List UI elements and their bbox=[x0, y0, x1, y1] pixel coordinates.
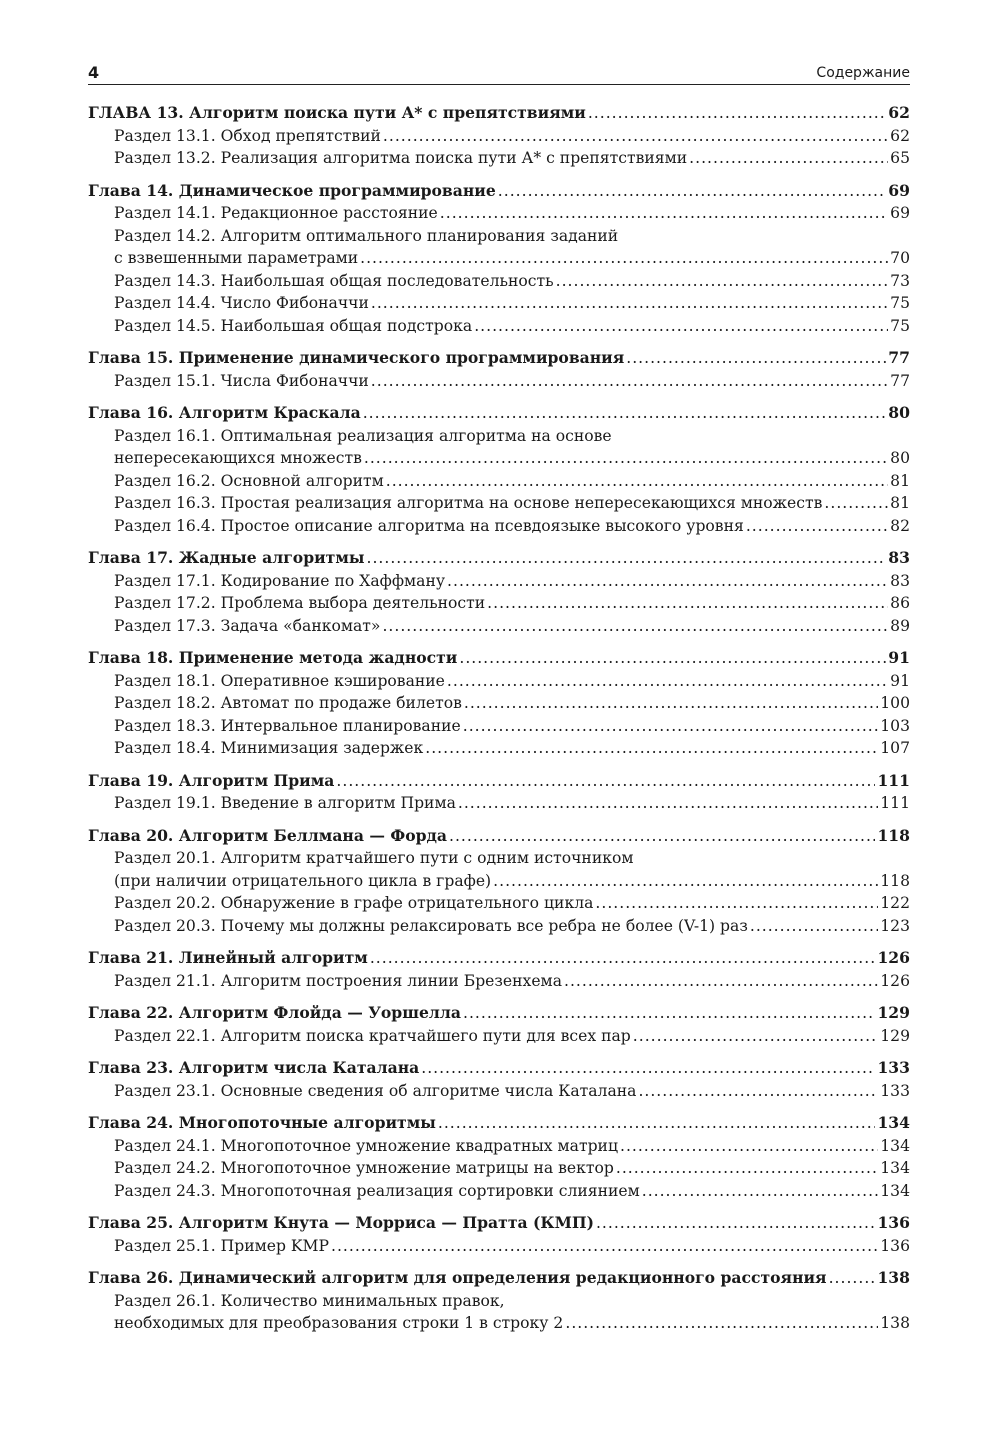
section-title-text: Раздел 24.2. Многопоточное умножение матрицы на вектор bbox=[114, 1159, 614, 1177]
leader-dots bbox=[367, 547, 887, 570]
section-title bbox=[88, 592, 910, 615]
section-title bbox=[88, 202, 910, 225]
page-ref: 134 bbox=[880, 1159, 910, 1177]
page-ref: 126 bbox=[880, 971, 910, 990]
section-title bbox=[88, 370, 910, 393]
leader-dots bbox=[421, 1057, 875, 1080]
toc-chapter bbox=[88, 1057, 910, 1102]
section-title-text: Раздел 17.3. Задача «банкомат» bbox=[114, 616, 381, 635]
page-ref: 134 bbox=[880, 1181, 910, 1200]
toc-chapter bbox=[88, 547, 910, 637]
section-title bbox=[88, 915, 910, 938]
leader-dots bbox=[829, 1267, 876, 1290]
section-title-text: Раздел 14.3. Наибольшая общая последовательность bbox=[114, 271, 554, 290]
page-ref: 118 bbox=[877, 825, 910, 845]
page-ref: 118 bbox=[880, 871, 910, 890]
page-ref: 107 bbox=[880, 739, 910, 757]
section-title-text: (при наличии отрицательного цикла в графе) bbox=[114, 871, 492, 890]
page-ref: 89 bbox=[890, 616, 910, 635]
section-title bbox=[88, 615, 910, 638]
chapter-title-text: Глава 17. Жадные алгоритмы bbox=[88, 548, 365, 567]
chapter-title bbox=[88, 770, 910, 793]
section-title-text: Раздел 14.4. Число Фибоначчи bbox=[114, 294, 369, 312]
leader-dots bbox=[425, 737, 878, 760]
page-ref: 80 bbox=[888, 403, 910, 422]
leader-dots bbox=[464, 692, 878, 715]
section-title bbox=[88, 892, 910, 915]
chapter-title-text: Глава 21. Линейный алгоритм bbox=[88, 948, 368, 967]
section-title-line: Раздел 16.1. Оптимальная реализация алгоритма на основе bbox=[114, 426, 612, 445]
page-ref: 133 bbox=[877, 1058, 910, 1077]
section-title bbox=[88, 570, 910, 593]
page-number: 4 bbox=[88, 63, 100, 82]
page-ref: 129 bbox=[880, 1026, 910, 1045]
section-title-line: Раздел 26.1. Количество минимальных правок, bbox=[114, 1291, 505, 1310]
leader-dots bbox=[447, 570, 888, 593]
page-ref: 77 bbox=[888, 348, 910, 367]
page-ref: 69 bbox=[890, 204, 910, 222]
section-title-text: Раздел 25.1. Пример KMP bbox=[114, 1236, 330, 1255]
section-title-text: Раздел 13.2. Реализация алгоритма поиска пути А* с препятствиями bbox=[114, 149, 688, 167]
leader-dots bbox=[588, 102, 886, 125]
leader-dots bbox=[498, 180, 887, 203]
toc-chapter bbox=[88, 947, 910, 992]
section-title-text: Раздел 13.1. Обход препятствий bbox=[114, 126, 381, 145]
section-title bbox=[88, 970, 910, 993]
leader-dots bbox=[556, 270, 889, 293]
leader-dots bbox=[564, 970, 878, 993]
page-ref: 136 bbox=[880, 1236, 910, 1255]
page-ref: 134 bbox=[877, 1113, 910, 1132]
leader-dots bbox=[824, 492, 888, 515]
leader-dots bbox=[383, 125, 888, 148]
toc-chapter bbox=[88, 770, 910, 815]
leader-dots bbox=[449, 825, 875, 848]
leader-dots bbox=[620, 1135, 878, 1158]
leader-dots bbox=[370, 947, 876, 970]
page-ref: 122 bbox=[880, 894, 910, 912]
section-title-text: Раздел 17.1. Кодирование по Хаффману bbox=[114, 571, 446, 590]
section-title-text: Раздел 14.1. Редакционное расстояние bbox=[114, 204, 438, 222]
section-title bbox=[88, 125, 910, 148]
section-title-text: Раздел 18.2. Автомат по продаже билетов bbox=[114, 694, 462, 712]
page-ref: 123 bbox=[880, 916, 910, 935]
toc-chapter bbox=[88, 347, 910, 392]
page-ref: 111 bbox=[880, 794, 910, 812]
section-title-text: Раздел 18.1. Оперативное кэширование bbox=[114, 671, 445, 690]
leader-dots bbox=[493, 870, 878, 893]
chapter-title-text: Глава 23. Алгоритм числа Каталана bbox=[88, 1058, 420, 1077]
leader-dots bbox=[750, 915, 878, 938]
section-title-text: Раздел 20.3. Почему мы должны релаксировать все ребра не более (V-1) раз bbox=[114, 916, 748, 935]
running-title: Содержание bbox=[816, 65, 910, 81]
chapter-title-text: Глава 25. Алгоритм Кнута — Морриса — Пратта (КМП) bbox=[88, 1213, 594, 1232]
leader-dots bbox=[447, 670, 888, 693]
chapter-title bbox=[88, 1002, 910, 1025]
page-ref: 62 bbox=[890, 126, 910, 145]
leader-dots bbox=[596, 1212, 875, 1235]
section-title bbox=[88, 147, 910, 170]
page-ref: 100 bbox=[880, 694, 910, 712]
section-title bbox=[88, 470, 910, 493]
page-ref: 91 bbox=[888, 648, 910, 667]
page-ref: 86 bbox=[890, 594, 910, 612]
section-title bbox=[88, 715, 910, 738]
page-ref: 69 bbox=[888, 180, 910, 200]
chapter-title-text: Глава 24. Многопоточные алгоритмы bbox=[88, 1113, 436, 1132]
section-title bbox=[88, 292, 910, 315]
leader-dots bbox=[336, 770, 875, 793]
page-ref: 62 bbox=[888, 103, 910, 122]
leader-dots bbox=[458, 792, 878, 815]
page-header bbox=[88, 62, 910, 85]
page-ref: 138 bbox=[877, 1268, 910, 1287]
section-title-text: Раздел 24.1. Многопоточное умножение квадратных матриц bbox=[114, 1136, 618, 1155]
chapter-title bbox=[88, 1112, 910, 1135]
leader-dots bbox=[364, 447, 888, 470]
toc-chapter bbox=[88, 825, 910, 938]
section-title-text: Раздел 15.1. Числа Фибоначчи bbox=[114, 371, 369, 390]
toc-chapter bbox=[88, 647, 910, 760]
leader-dots bbox=[360, 247, 888, 270]
page-ref: 134 bbox=[880, 1136, 910, 1155]
section-title bbox=[88, 492, 910, 515]
page-ref: 83 bbox=[888, 548, 910, 567]
section-title bbox=[88, 515, 910, 538]
section-title-line: Раздел 14.2. Алгоритм оптимального планирования заданий bbox=[114, 226, 619, 245]
leader-dots bbox=[382, 615, 888, 638]
toc-chapter bbox=[88, 1112, 910, 1202]
section-title bbox=[88, 1080, 910, 1103]
section-title bbox=[88, 737, 910, 760]
page-ref: 83 bbox=[890, 571, 910, 590]
chapter-title bbox=[88, 547, 910, 570]
chapter-title bbox=[88, 347, 910, 370]
chapter-title bbox=[88, 1057, 910, 1080]
leader-dots bbox=[638, 1080, 878, 1103]
section-title bbox=[88, 315, 910, 338]
section-title-text: Раздел 16.4. Простое описание алгоритма на псевдоязыке высокого уровня bbox=[114, 516, 744, 535]
page-ref: 75 bbox=[890, 294, 910, 312]
leader-dots bbox=[386, 470, 888, 493]
section-title bbox=[88, 270, 910, 293]
section-title-line: Раздел 20.1. Алгоритм кратчайшего пути с одним источником bbox=[114, 849, 634, 867]
leader-dots bbox=[595, 892, 878, 915]
page-ref: 136 bbox=[877, 1213, 910, 1232]
page-ref: 80 bbox=[890, 449, 910, 467]
leader-dots bbox=[440, 202, 888, 225]
toc-chapter bbox=[88, 1212, 910, 1257]
page-ref: 75 bbox=[890, 316, 910, 335]
section-title-text: Раздел 22.1. Алгоритм поиска кратчайшего пути для всех пар bbox=[114, 1026, 631, 1045]
leader-dots bbox=[626, 347, 886, 370]
section-title-text: Раздел 21.1. Алгоритм построения линии Брезенхема bbox=[114, 971, 562, 990]
section-title-text: Раздел 20.2. Обнаружение в графе отрицательного цикла bbox=[114, 894, 594, 912]
section-title-text: Раздел 17.2. Проблема выбора деятельности bbox=[114, 594, 486, 612]
page-ref: 129 bbox=[877, 1003, 910, 1022]
section-title-text: Раздел 14.5. Наибольшая общая подстрока bbox=[114, 316, 473, 335]
section-title-text: Раздел 19.1. Введение в алгоритм Прима bbox=[114, 794, 456, 812]
chapter-title-text: Глава 20. Алгоритм Беллмана — Форда bbox=[88, 825, 447, 845]
chapter-title-text: Глава 18. Применение метода жадности bbox=[88, 648, 458, 667]
page-ref: 70 bbox=[890, 249, 910, 267]
section-title bbox=[88, 1135, 910, 1158]
chapter-title bbox=[88, 1212, 910, 1235]
leader-dots bbox=[438, 1112, 876, 1135]
leader-dots bbox=[565, 1312, 878, 1335]
chapter-title-text: Глава 26. Динамический алгоритм для определения редакционного расстояния bbox=[88, 1268, 827, 1287]
leader-dots bbox=[616, 1157, 878, 1180]
section-title bbox=[88, 1312, 910, 1335]
leader-dots bbox=[633, 1025, 878, 1048]
toc-chapter bbox=[88, 1002, 910, 1047]
chapter-title-text: Глава 19. Алгоритм Прима bbox=[88, 770, 335, 790]
leader-dots bbox=[463, 715, 879, 738]
page-ref: 111 bbox=[877, 770, 910, 790]
leader-dots bbox=[363, 402, 887, 425]
chapter-title bbox=[88, 102, 910, 125]
section-title bbox=[88, 1235, 910, 1258]
toc-chapter bbox=[88, 180, 910, 338]
section-title bbox=[88, 870, 910, 893]
page-ref: 133 bbox=[880, 1081, 910, 1100]
leader-dots bbox=[474, 315, 888, 338]
leader-dots bbox=[371, 292, 888, 315]
section-title-text: непересекающихся множеств bbox=[114, 449, 362, 467]
toc-chapter bbox=[88, 1267, 910, 1335]
leader-dots bbox=[642, 1180, 879, 1203]
page-ref: 82 bbox=[890, 516, 910, 535]
page-ref: 126 bbox=[877, 948, 910, 967]
section-title-text: Раздел 24.3. Многопоточная реализация сортировки слиянием bbox=[114, 1181, 640, 1200]
section-title bbox=[88, 247, 910, 270]
section-title-text: Раздел 18.3. Интервальное планирование bbox=[114, 716, 461, 735]
toc-chapter bbox=[88, 102, 910, 170]
section-title bbox=[88, 1180, 910, 1203]
table-of-contents bbox=[88, 102, 910, 1345]
section-title bbox=[88, 670, 910, 693]
chapter-title bbox=[88, 947, 910, 970]
page-ref: 138 bbox=[880, 1314, 910, 1332]
section-title bbox=[88, 1157, 910, 1180]
leader-dots bbox=[331, 1235, 878, 1258]
chapter-title-text: Глава 22. Алгоритм Флойда — Уоршелла bbox=[88, 1003, 461, 1022]
chapter-title bbox=[88, 1267, 910, 1290]
page-ref: 91 bbox=[890, 671, 910, 690]
page-ref: 73 bbox=[890, 271, 910, 290]
page-ref: 77 bbox=[890, 371, 910, 390]
chapter-title-text: Глава 14. Динамическое программирование bbox=[88, 180, 496, 200]
chapter-title bbox=[88, 825, 910, 848]
leader-dots bbox=[746, 515, 888, 538]
leader-dots bbox=[371, 370, 888, 393]
page-ref: 81 bbox=[890, 494, 910, 512]
chapter-title bbox=[88, 180, 910, 203]
page-ref: 103 bbox=[880, 716, 910, 735]
chapter-title bbox=[88, 647, 910, 670]
section-title bbox=[88, 447, 910, 470]
leader-dots bbox=[459, 647, 886, 670]
chapter-title bbox=[88, 402, 910, 425]
section-title bbox=[88, 1025, 910, 1048]
toc-chapter bbox=[88, 402, 910, 537]
leader-dots bbox=[463, 1002, 875, 1025]
section-title-text: Раздел 16.2. Основной алгоритм bbox=[114, 471, 384, 490]
section-title-text: необходимых для преобразования строки 1 в строку 2 bbox=[114, 1314, 564, 1332]
leader-dots bbox=[487, 592, 888, 615]
section-title-text: Раздел 18.4. Минимизация задержек bbox=[114, 739, 424, 757]
chapter-title-text: Глава 16. Алгоритм Краскала bbox=[88, 403, 361, 422]
section-title-text: с взвешенными параметрами bbox=[114, 249, 359, 267]
page-ref: 65 bbox=[890, 149, 910, 167]
chapter-title-text: Глава 15. Применение динамического программирования bbox=[88, 348, 625, 367]
leader-dots bbox=[689, 147, 888, 170]
section-title bbox=[88, 692, 910, 715]
section-title bbox=[88, 792, 910, 815]
section-title-text: Раздел 23.1. Основные сведения об алгоритме числа Каталана bbox=[114, 1081, 637, 1100]
section-title-text: Раздел 16.3. Простая реализация алгоритма на основе непересекающихся множеств bbox=[114, 494, 823, 512]
page-ref: 81 bbox=[890, 471, 910, 490]
chapter-title-text: ГЛАВА 13. Алгоритм поиска пути А* с препятствиями bbox=[88, 103, 586, 122]
